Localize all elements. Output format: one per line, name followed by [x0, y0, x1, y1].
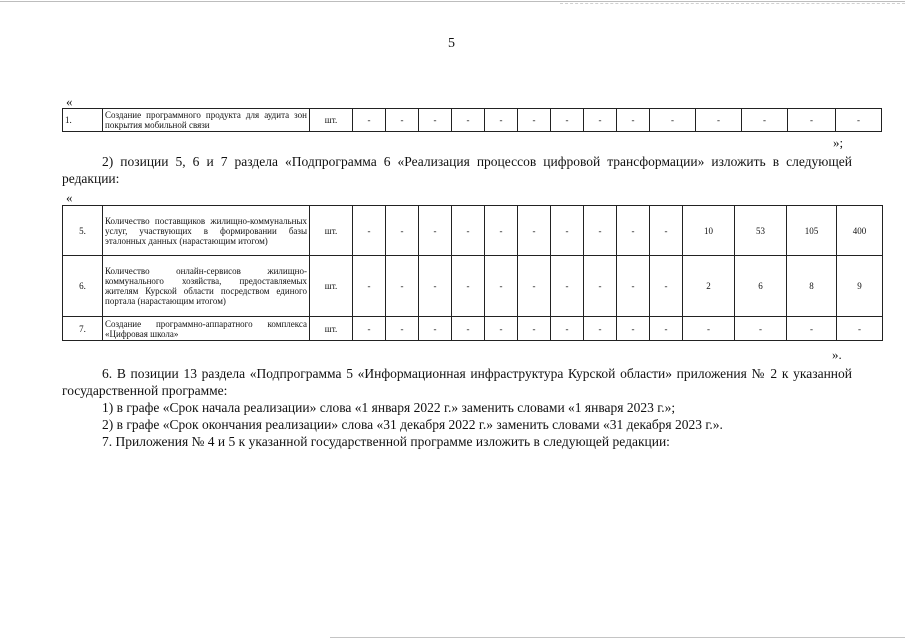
- paragraph-7: 7. Приложения № 4 и 5 к указанной государственной программе изложить в следующей редакции:: [102, 434, 670, 449]
- value-cell: -: [584, 256, 617, 317]
- quote-close-2: ».: [832, 347, 842, 362]
- value-cell: -: [386, 256, 419, 317]
- value-cell: -: [617, 256, 650, 317]
- paragraph-6: 6. В позиции 13 раздела «Подпрограмма 5 «Информационная инфраструктура Курской области» приложения № 2 к указанной государственной программе:: [62, 366, 852, 398]
- unit-cell: шт.: [310, 317, 353, 341]
- value-cell: -: [419, 109, 452, 132]
- unit-cell: шт.: [310, 256, 353, 317]
- value-cell: -: [584, 206, 617, 256]
- value-cell: -: [836, 109, 882, 132]
- table-digital-transformation: [62, 205, 883, 341]
- value-cell: -: [485, 109, 518, 132]
- value-cell: 8: [787, 256, 837, 317]
- value-cell: -: [452, 256, 485, 317]
- table-row: [63, 109, 882, 132]
- value-cell: -: [452, 206, 485, 256]
- item-1: 1) в графе «Срок начала реализации» слова «1 января 2022 г.» заменить словами «1 января 2023 г.»;: [102, 400, 676, 415]
- scan-top-edge-faint: [560, 3, 905, 4]
- scan-top-edge: [0, 1, 905, 2]
- row-number: 6.: [63, 256, 103, 317]
- page-number: 5: [448, 36, 455, 51]
- table-row: [63, 206, 883, 256]
- value-cell: -: [584, 109, 617, 132]
- value-cell: -: [353, 109, 386, 132]
- table-row: [63, 317, 883, 341]
- value-cell: -: [551, 109, 584, 132]
- value-cell: -: [683, 317, 735, 341]
- value-cell: 10: [683, 206, 735, 256]
- table-row: [63, 256, 883, 317]
- value-cell: -: [551, 206, 584, 256]
- value-cell: -: [788, 109, 836, 132]
- value-cell: -: [419, 256, 452, 317]
- value-cell: -: [353, 256, 386, 317]
- indicator-name: Количество онлайн-сервисов жилищно-коммунального хозяйства, предоставляемых жителям Курской области посредством единого портала (нарастающим итогом): [103, 256, 310, 317]
- value-cell: -: [485, 317, 518, 341]
- value-cell: -: [584, 317, 617, 341]
- quote-open-1: «: [66, 94, 73, 109]
- value-cell: -: [485, 206, 518, 256]
- scan-bottom-edge: [330, 637, 905, 638]
- value-cell: 9: [837, 256, 883, 317]
- value-cell: 6: [735, 256, 787, 317]
- unit-cell: шт.: [310, 109, 353, 132]
- value-cell: -: [386, 109, 419, 132]
- quote-close-1: »;: [833, 135, 844, 150]
- unit-cell: шт.: [310, 206, 353, 256]
- value-cell: -: [386, 206, 419, 256]
- indicator-name: Количество поставщиков жилищно-коммунальных услуг, участвующих в формировании базы эталонных данных (нарастающим итогом): [103, 206, 310, 256]
- indicator-name: Создание программного продукта для аудита зон покрытия мобильной связи: [103, 109, 310, 132]
- value-cell: -: [518, 109, 551, 132]
- paragraph-2: 2) позиции 5, 6 и 7 раздела «Подпрограмма 6 «Реализация процессов цифровой трансформации» изложить в следующей редакции:: [62, 154, 852, 186]
- value-cell: -: [650, 206, 683, 256]
- value-cell: -: [452, 317, 485, 341]
- value-cell: -: [518, 317, 551, 341]
- value-cell: -: [518, 206, 551, 256]
- value-cell: -: [551, 256, 584, 317]
- value-cell: -: [419, 206, 452, 256]
- value-cell: -: [452, 109, 485, 132]
- value-cell: -: [837, 317, 883, 341]
- value-cell: -: [787, 317, 837, 341]
- value-cell: -: [617, 317, 650, 341]
- value-cell: -: [617, 109, 650, 132]
- value-cell: -: [617, 206, 650, 256]
- value-cell: -: [518, 256, 551, 317]
- value-cell: -: [650, 109, 696, 132]
- row-number: 5.: [63, 206, 103, 256]
- value-cell: 105: [787, 206, 837, 256]
- value-cell: 2: [683, 256, 735, 317]
- table-program-product: [62, 108, 882, 132]
- row-number: 1.: [63, 109, 103, 132]
- value-cell: -: [742, 109, 788, 132]
- value-cell: -: [485, 256, 518, 317]
- value-cell: -: [353, 317, 386, 341]
- value-cell: 400: [837, 206, 883, 256]
- row-number: 7.: [63, 317, 103, 341]
- value-cell: -: [696, 109, 742, 132]
- indicator-name: Создание программно-аппаратного комплекса «Цифровая школа»: [103, 317, 310, 341]
- value-cell: -: [735, 317, 787, 341]
- value-cell: 53: [735, 206, 787, 256]
- quote-open-2: «: [66, 190, 73, 205]
- value-cell: -: [551, 317, 584, 341]
- value-cell: -: [650, 256, 683, 317]
- value-cell: -: [353, 206, 386, 256]
- value-cell: -: [650, 317, 683, 341]
- value-cell: -: [386, 317, 419, 341]
- item-2: 2) в графе «Срок окончания реализации» слова «31 декабря 2022 г.» заменить словами «31 декабря 2023 г.».: [102, 417, 723, 432]
- value-cell: -: [419, 317, 452, 341]
